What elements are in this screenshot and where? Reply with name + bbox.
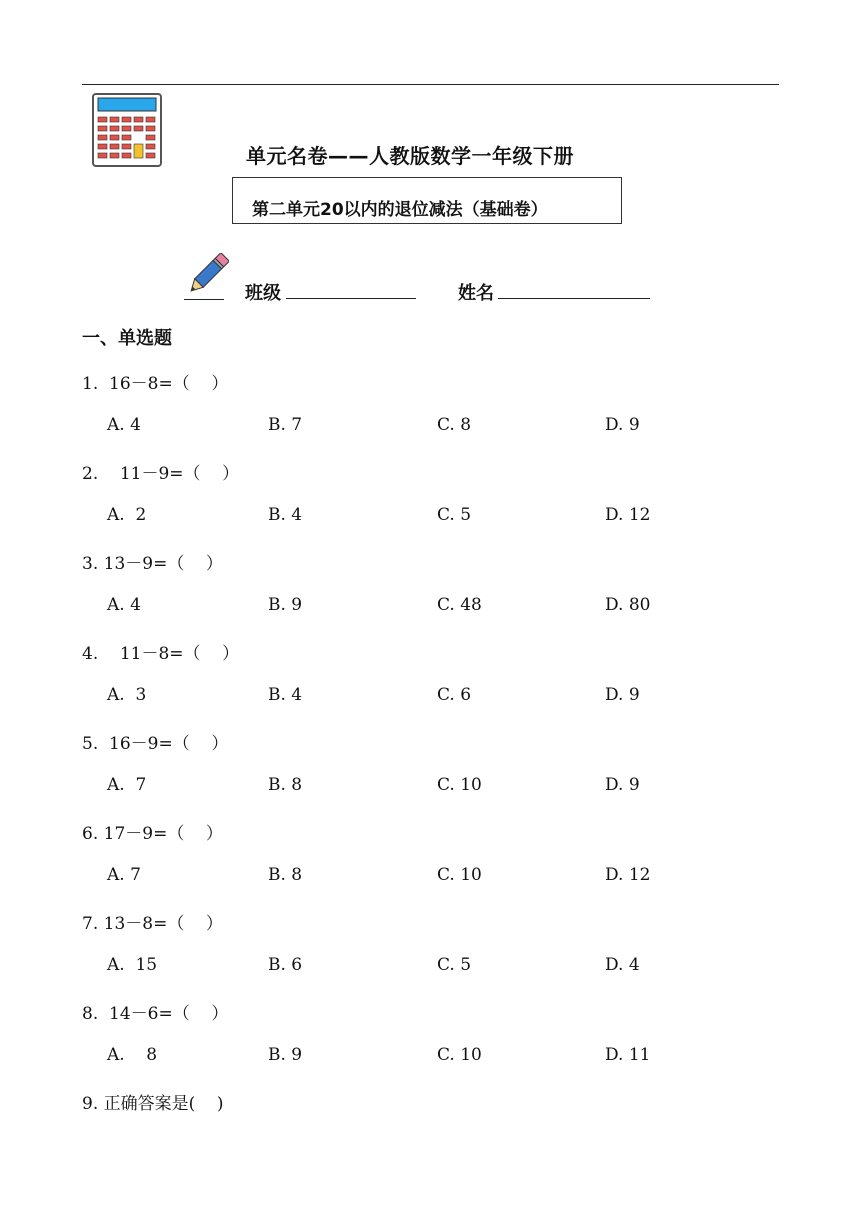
option-b[interactable]: B. 7 <box>268 415 303 435</box>
option-d[interactable]: D. 9 <box>605 685 640 705</box>
question-stem: 1. 16－8=（ ） <box>82 374 229 394</box>
option-b[interactable]: B. 9 <box>268 1045 303 1065</box>
option-c[interactable]: C. 6 <box>437 685 472 705</box>
option-c[interactable]: C. 10 <box>437 775 482 795</box>
option-c[interactable]: C. 10 <box>437 865 482 885</box>
option-a[interactable]: A. 7 <box>107 865 141 885</box>
option-a[interactable]: A. 3 <box>107 685 147 705</box>
pencil-icon <box>183 253 229 299</box>
pencil-underline <box>184 299 224 300</box>
page-title: 单元名卷——人教版数学一年级下册 <box>246 144 574 168</box>
option-a[interactable]: A. 2 <box>107 505 147 525</box>
option-b[interactable]: B. 6 <box>268 955 303 975</box>
question-stem: 2. 11－9=（ ） <box>82 464 240 484</box>
option-d[interactable]: D. 80 <box>605 595 651 615</box>
option-d[interactable]: D. 9 <box>605 415 640 435</box>
page-subtitle: 第二单元20以内的退位减法（基础卷） <box>252 200 548 220</box>
calculator-icon <box>92 93 162 167</box>
option-b[interactable]: B. 8 <box>268 865 303 885</box>
option-c[interactable]: C. 8 <box>437 415 472 435</box>
option-b[interactable]: B. 4 <box>268 685 303 705</box>
option-a[interactable]: A. 8 <box>107 1045 158 1065</box>
option-d[interactable]: D. 4 <box>605 955 640 975</box>
class-label: 班级 <box>245 283 281 304</box>
option-d[interactable]: D. 11 <box>605 1045 651 1065</box>
option-c[interactable]: C. 48 <box>437 595 482 615</box>
option-c[interactable]: C. 5 <box>437 505 472 525</box>
option-d[interactable]: D. 9 <box>605 775 640 795</box>
option-c[interactable]: C. 10 <box>437 1045 482 1065</box>
question-stem: 6. 17－9=（ ） <box>82 824 223 844</box>
question-stem: 5. 16－9=（ ） <box>82 734 229 754</box>
question-stem: 9. 正确答案是( ) <box>82 1094 224 1114</box>
section-title: 一、单选题 <box>82 328 172 349</box>
name-field[interactable] <box>498 298 650 299</box>
option-b[interactable]: B. 4 <box>268 505 303 525</box>
option-a[interactable]: A. 4 <box>107 595 141 615</box>
option-c[interactable]: C. 5 <box>437 955 472 975</box>
question-stem: 8. 14－6=（ ） <box>82 1004 229 1024</box>
option-d[interactable]: D. 12 <box>605 865 651 885</box>
question-stem: 7. 13－8=（ ） <box>82 914 223 934</box>
option-a[interactable]: A. 7 <box>107 775 147 795</box>
option-b[interactable]: B. 8 <box>268 775 303 795</box>
option-d[interactable]: D. 12 <box>605 505 651 525</box>
name-label: 姓名 <box>458 283 494 304</box>
class-field[interactable] <box>286 298 416 299</box>
option-a[interactable]: A. 15 <box>107 955 158 975</box>
option-a[interactable]: A. 4 <box>107 415 141 435</box>
question-stem: 4. 11－8=（ ） <box>82 644 240 664</box>
option-b[interactable]: B. 9 <box>268 595 303 615</box>
question-stem: 3. 13－9=（ ） <box>82 554 223 574</box>
header-rule <box>82 84 779 85</box>
